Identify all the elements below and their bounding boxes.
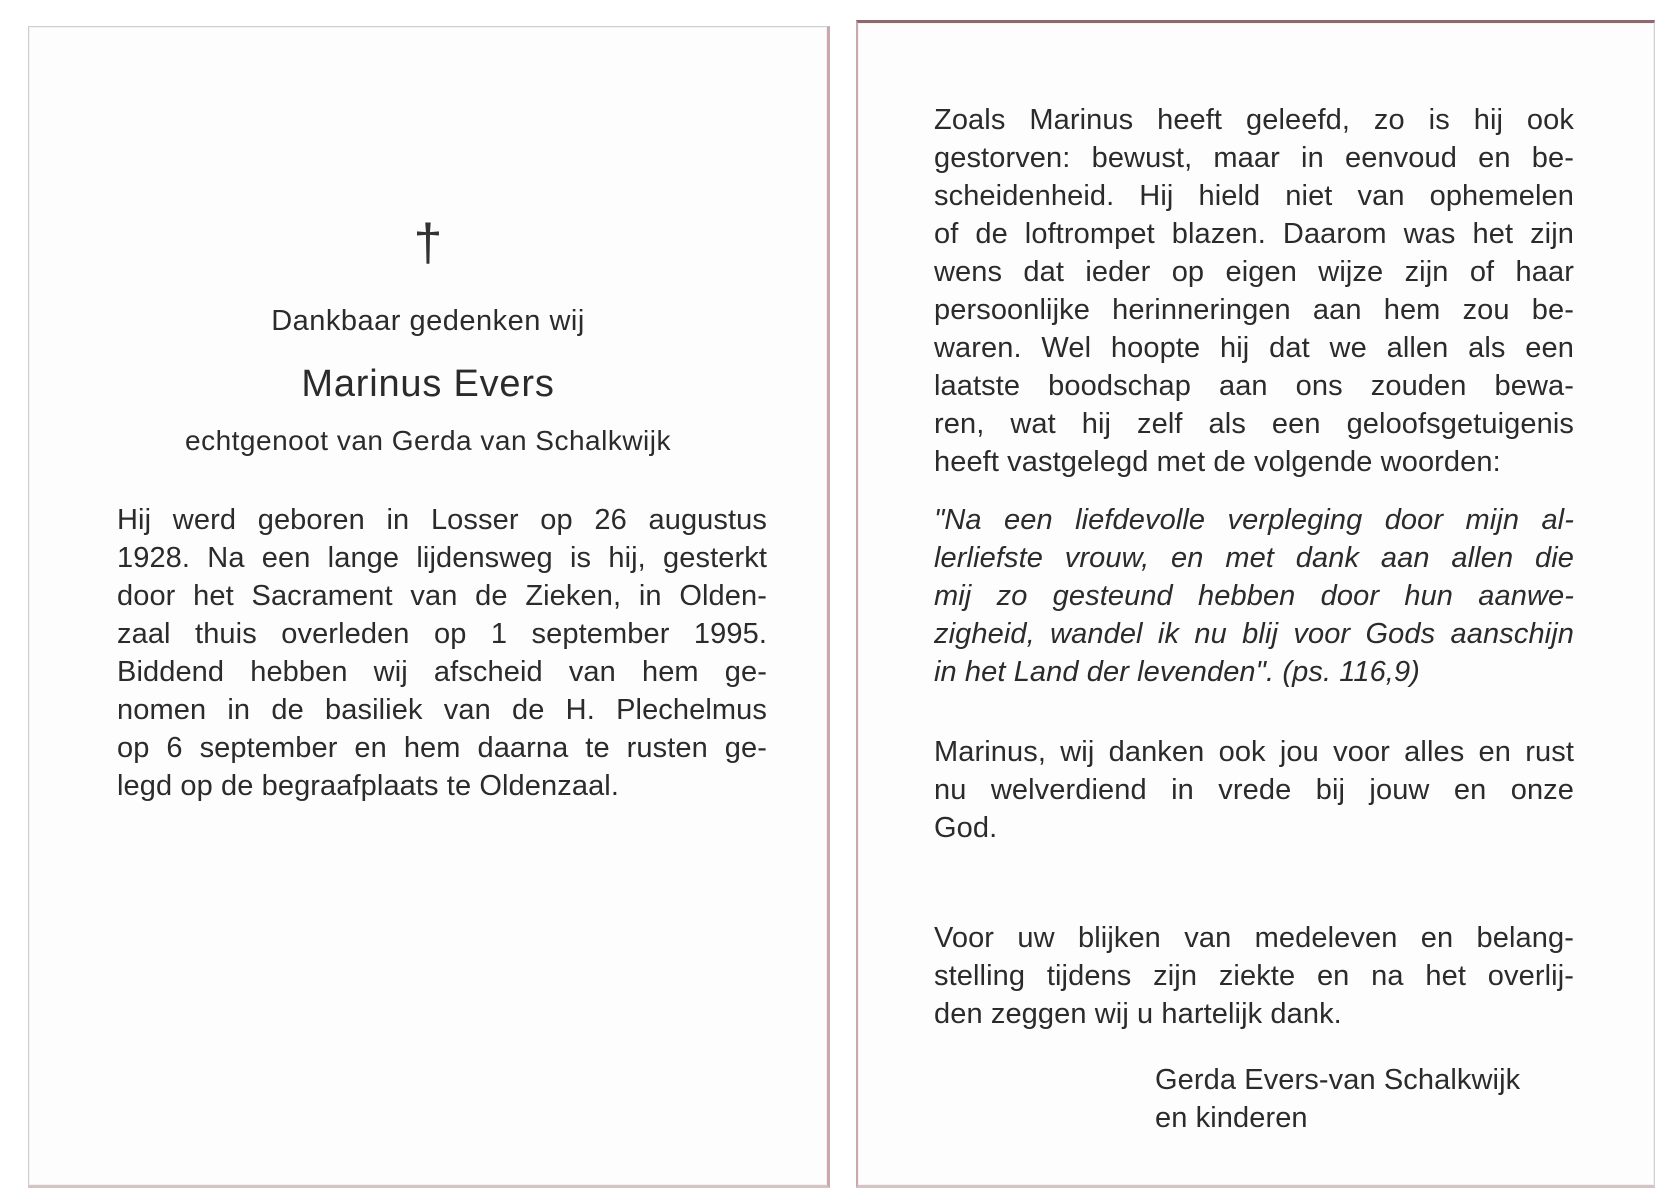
biography-line: Biddend hebben wij afscheid van hem ge- [117, 656, 767, 688]
quote-line: in het Land der levenden". (ps. 116,9) [934, 656, 1420, 688]
reflection-line: Zoals Marinus heeft geleefd, zo is hij ook [934, 104, 1574, 136]
reflection-line: wens dat ieder op eigen wijze zijn of haar [934, 256, 1574, 288]
quote-line: zigheid, wandel ik nu blij voor Gods aanschijn [934, 618, 1574, 650]
thanks-paragraph [934, 733, 1574, 847]
reflection-line: heeft vastgelegd met de volgende woorden: [934, 446, 1501, 478]
biography-line: legd op de begraafplaats te Oldenzaal. [117, 770, 619, 802]
thanks-line: Marinus, wij danken ook jou voor alles en rust [934, 736, 1574, 768]
quote-line: mij zo gesteund hebben door hun aanwe- [934, 580, 1574, 612]
thanks-line: God. [934, 812, 998, 844]
intro-text: Dankbaar gedenken wij [271, 305, 585, 337]
biography [117, 501, 767, 805]
reflection-line: ren, wat hij zelf als een geloofsgetuigenis [934, 408, 1574, 440]
biography-line: door het Sacrament van de Zieken, in Olden- [117, 580, 767, 612]
right-card [856, 20, 1655, 1188]
thanks-line: nu welverdiend in vrede bij jouw en onze [934, 774, 1574, 806]
spouse-line: echtgenoot van Gerda van Schalkwijk [185, 425, 671, 456]
reflection-line: scheidenheid. Hij hield niet van ophemelen [934, 180, 1574, 212]
biography-line: zaal thuis overleden op 1 september 1995. [117, 618, 767, 650]
reflection-line: of de loftrompet blazen. Daarom was het zijn [934, 218, 1574, 250]
reflection-line: persoonlijke herinneringen aan hem zou be- [934, 294, 1574, 326]
reflection-line: waren. Wel hoopte hij dat we allen als een [934, 332, 1574, 364]
signature-block [1155, 1061, 1520, 1137]
signature-name: Gerda Evers-van Schalkwijk [1155, 1064, 1521, 1096]
signature-family: en kinderen [1155, 1102, 1308, 1134]
reflection-line: gestorven: bewust, maar in eenvoud en be- [934, 142, 1574, 174]
gratitude-line: Voor uw blijken van medeleven en belang- [934, 922, 1574, 954]
quote-line: lerliefste vrouw, en met dank aan allen die [934, 542, 1574, 574]
reflection-paragraph [934, 101, 1574, 481]
gratitude-line: den zeggen wij u hartelijk dank. [934, 998, 1342, 1030]
biography-line: 1928. Na een lange lijdensweg is hij, gesterkt [117, 542, 767, 574]
left-card [28, 26, 830, 1188]
cross-symbol: † [413, 214, 443, 272]
reflection-line: laatste boodschap aan ons zouden bewa- [934, 370, 1574, 402]
psalm-quote [934, 501, 1574, 691]
gratitude-line: stelling tijdens zijn ziekte en na het overlij- [934, 960, 1574, 992]
deceased-name: Marinus Evers [301, 363, 555, 405]
biography-line: nomen in de basiliek van de H. Plechelmus [117, 694, 767, 726]
gratitude-paragraph [934, 919, 1574, 1033]
biography-line: op 6 september en hem daarna te rusten ge- [117, 732, 767, 764]
quote-line: "Na een liefdevolle verpleging door mijn al- [934, 504, 1574, 536]
biography-line: Hij werd geboren in Losser op 26 augustus [117, 504, 767, 536]
